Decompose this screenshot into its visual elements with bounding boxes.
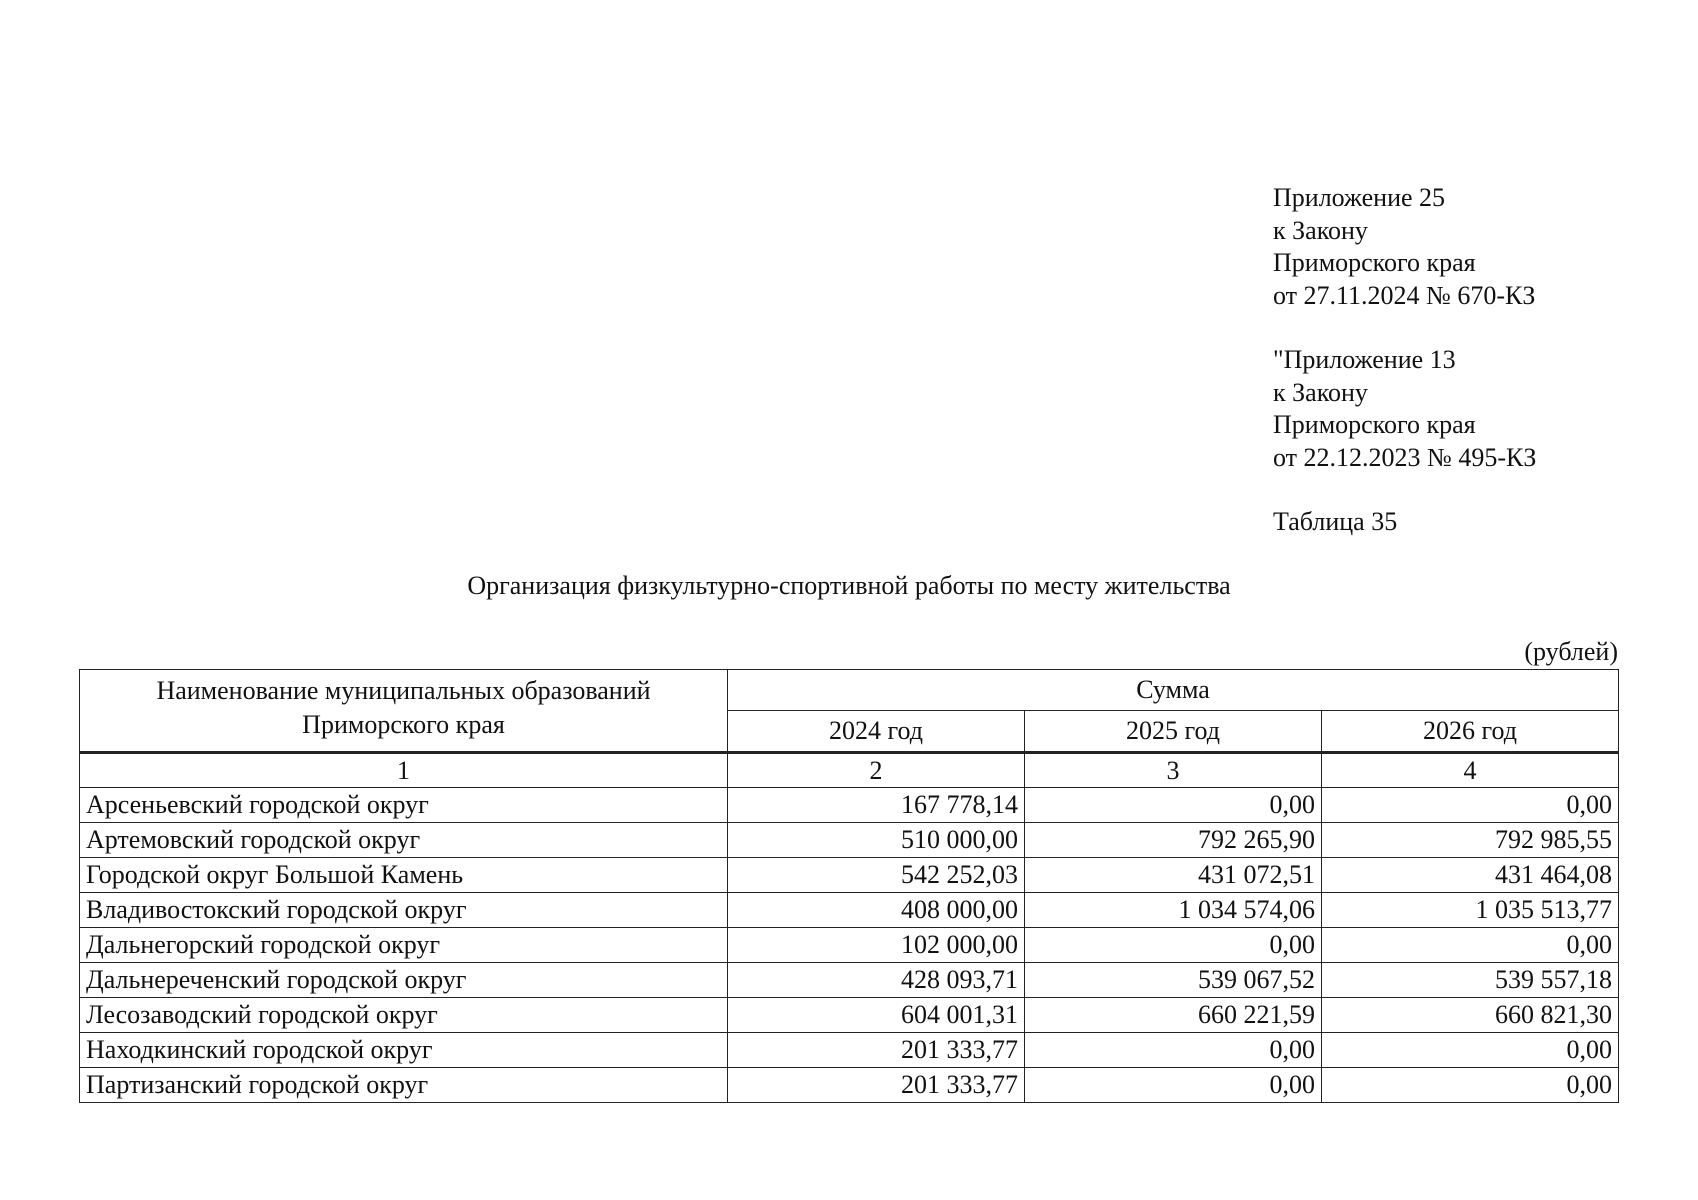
table-row bbox=[80, 1068, 1619, 1103]
amount-2024: 542 252,03 bbox=[728, 858, 1025, 893]
municipality-name: Дальнереченский городской округ bbox=[80, 963, 728, 998]
amount-2026: 431 464,08 bbox=[1322, 858, 1619, 893]
column-number-1: 1 bbox=[80, 753, 728, 788]
municipality-name: Дальнегорский городской округ bbox=[80, 928, 728, 963]
amount-2026: 792 985,55 bbox=[1322, 823, 1619, 858]
amount-2025: 0,00 bbox=[1025, 788, 1322, 823]
amount-2024: 201 333,77 bbox=[728, 1068, 1025, 1103]
appendix-25-line4: от 27.11.2024 № 670-КЗ bbox=[1273, 280, 1536, 310]
amount-2024: 201 333,77 bbox=[728, 1033, 1025, 1068]
units-label: (рублей) bbox=[1524, 637, 1618, 666]
header-sum: Сумма bbox=[728, 670, 1619, 711]
amount-2026: 1 035 513,77 bbox=[1322, 893, 1619, 928]
header-year-2024: 2024 год bbox=[728, 711, 1025, 753]
amount-2026: 539 557,18 bbox=[1322, 963, 1619, 998]
amount-2024: 408 000,00 bbox=[728, 893, 1025, 928]
header-year-2025: 2025 год bbox=[1025, 711, 1322, 753]
amount-2025: 660 221,59 bbox=[1025, 998, 1322, 1033]
amount-2026: 660 821,30 bbox=[1322, 998, 1619, 1033]
amount-2025: 1 034 574,06 bbox=[1025, 893, 1322, 928]
column-number-3: 3 bbox=[1025, 753, 1322, 788]
municipality-name: Лесозаводский городской округ bbox=[80, 998, 728, 1033]
appendix-25-block bbox=[1273, 182, 1535, 312]
municipality-name: Находкинский городской округ bbox=[80, 1033, 728, 1068]
amount-2024: 102 000,00 bbox=[728, 928, 1025, 963]
amount-2025: 792 265,90 bbox=[1025, 823, 1322, 858]
amount-2025: 0,00 bbox=[1025, 928, 1322, 963]
amount-2025: 431 072,51 bbox=[1025, 858, 1322, 893]
municipality-name: Городской округ Большой Камень bbox=[80, 858, 728, 893]
appendix-13-line1: "Приложение 13 bbox=[1273, 345, 1456, 374]
table-row bbox=[80, 858, 1619, 893]
column-number-4: 4 bbox=[1322, 753, 1619, 788]
table-row bbox=[80, 788, 1619, 823]
amount-2026: 0,00 bbox=[1322, 1033, 1619, 1068]
appendix-25-line2: к Закону bbox=[1273, 215, 1368, 245]
amount-2025: 0,00 bbox=[1025, 1033, 1322, 1068]
appendix-13-line2: к Закону bbox=[1273, 377, 1368, 407]
table-row bbox=[80, 1033, 1619, 1068]
municipality-name: Партизанский городской округ bbox=[80, 1068, 728, 1103]
municipality-name: Владивостокский городской округ bbox=[80, 893, 728, 928]
appendix-25-line3: Приморского края bbox=[1273, 248, 1476, 277]
amount-2026: 0,00 bbox=[1322, 1068, 1619, 1103]
amount-2024: 167 778,14 bbox=[728, 788, 1025, 823]
document-title: Организация физкультурно-спортивной работы по месту жительства bbox=[467, 571, 1231, 600]
municipality-name: Арсеньевский городской округ bbox=[80, 788, 728, 823]
amount-2024: 604 001,31 bbox=[728, 998, 1025, 1033]
column-number-2: 2 bbox=[728, 753, 1025, 788]
table-row bbox=[80, 963, 1619, 998]
amount-2026: 0,00 bbox=[1322, 788, 1619, 823]
municipality-name: Артемовский городской округ bbox=[80, 823, 728, 858]
appendix-13-line3: Приморского края bbox=[1273, 410, 1476, 439]
header-name-line2: Приморского края bbox=[302, 710, 505, 739]
table-row bbox=[80, 823, 1619, 858]
table-row bbox=[80, 998, 1619, 1033]
header-year-2026: 2026 год bbox=[1322, 711, 1619, 753]
appendix-25-line1: Приложение 25 bbox=[1273, 183, 1446, 212]
amount-2025: 0,00 bbox=[1025, 1068, 1322, 1103]
appendix-13-line4: от 22.12.2023 № 495-КЗ bbox=[1273, 442, 1537, 472]
table-row bbox=[80, 893, 1619, 928]
header-municipality-name bbox=[80, 670, 728, 753]
table-row bbox=[80, 928, 1619, 963]
amount-2026: 0,00 bbox=[1322, 928, 1619, 963]
amount-2024: 428 093,71 bbox=[728, 963, 1025, 998]
table-number: Таблица 35 bbox=[1273, 507, 1398, 536]
column-number-row bbox=[80, 753, 1619, 788]
appendix-13-block bbox=[1273, 344, 1536, 474]
table-header-row-1 bbox=[80, 670, 1619, 711]
header-name-line1: Наименование муниципальных образований bbox=[156, 676, 651, 705]
amount-2025: 539 067,52 bbox=[1025, 963, 1322, 998]
amount-2024: 510 000,00 bbox=[728, 823, 1025, 858]
budget-table bbox=[79, 669, 1619, 1103]
